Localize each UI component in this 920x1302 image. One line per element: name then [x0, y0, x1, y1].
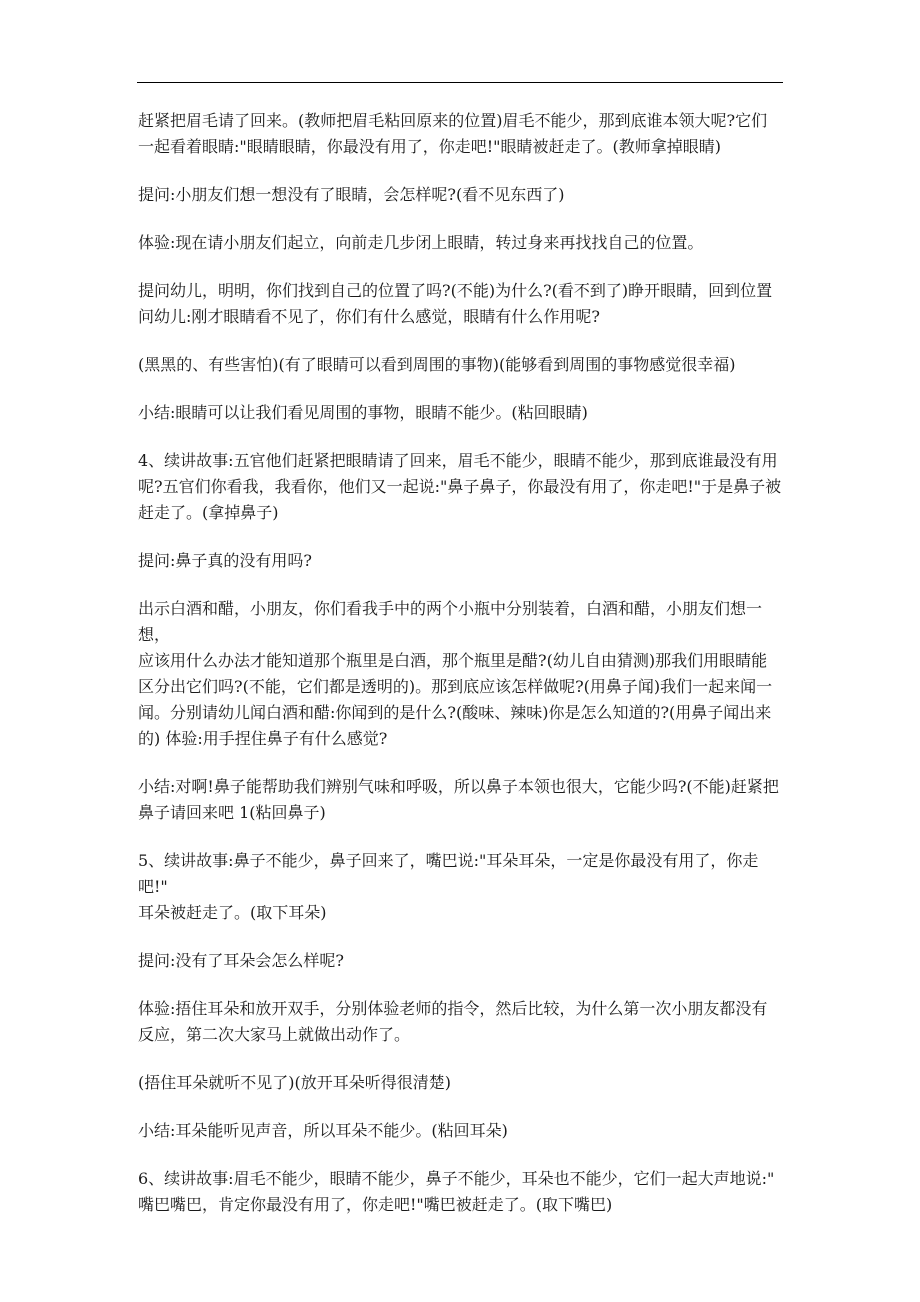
paragraph-15: 小结:耳朵能听见声音，所以耳朵不能少。(粘回耳朵) — [138, 1121, 508, 1140]
paragraph-12: 提问:没有了耳朵会怎么样呢? — [138, 951, 344, 970]
paragraph-14: (捂住耳朵就听不见了)(放开耳朵听得很清楚) — [138, 1073, 451, 1092]
paragraph-13: 体验:捂住耳朵和放开双手，分别体验老师的指令，然后比较，为什么第一次小朋友都没有 反应，第二次大家马上就做出动作了。 — [138, 999, 768, 1044]
paragraph-11: 5、续讲故事:鼻子不能少，鼻子回来了，嘴巴说:"耳朵耳朵，一定是你最没有用了，你走吧!" 耳朵被赶走了。(取下耳朵) — [138, 851, 759, 922]
paragraph-2: 提问:小朋友们想一想没有了眼睛，会怎样呢?(看不见东西了) — [138, 185, 565, 204]
paragraph-7: 4、续讲故事:五官他们赶紧把眼睛请了回来，眉毛不能少，眼睛不能少，那到底谁最没有用 呢?五官们你看我，我看你，他们又一起说:"鼻子鼻子，你最没有用了，你走吧!"于是鼻子被 赶走了。(拿掉鼻子) — [138, 451, 782, 522]
paragraph-6: 小结:眼睛可以让我们看见周围的事物，眼睛不能少。(粘回眼睛) — [138, 403, 588, 422]
paragraph-9: 出示白酒和醋，小朋友，你们看我手中的两个小瓶中分别装着，白酒和醋，小朋友们想一想， 应该用什么办法才能知道那个瓶里是白酒，那个瓶里是醋?(幼儿自由猜测)那我们用眼睛能 区分出它们吗?(不能，它们都是透明的)。那到底应该怎样做呢?(用鼻子闻)我们一起来闻一 闻。分别请幼儿闻白酒和醋:你闻到的是什么?(酸味、辣味)你是怎么知道的?(用鼻子闻出来 的) 体验:用手捏住鼻子有什么感觉? — [138, 599, 773, 748]
header-rule — [137, 82, 783, 83]
paragraph-16: 6、续讲故事:眉毛不能少，眼睛不能少，鼻子不能少，耳朵也不能少，它们一起大声地说:" 嘴巴嘴巴，肯定你最没有用了，你走吧!"嘴巴被赶走了。(取下嘴巴) — [138, 1169, 775, 1214]
paragraph-5: (黑黑的、有些害怕)(有了眼睛可以看到周围的事物)(能够看到周围的事物感觉很幸福) — [138, 355, 736, 374]
paragraph-4: 提问幼儿，明明，你们找到自己的位置了吗?(不能)为什么?(看不到了)睁开眼睛，回到位置 问幼儿:刚才眼睛看不见了，你们有什么感觉，眼睛有什么作用呢? — [138, 281, 773, 326]
paragraph-1: 赶紧把眉毛请了回来。(教师把眉毛粘回原来的位置)眉毛不能少，那到底谁本领大呢?它们 一起看着眼睛:"眼睛眼睛，你最没有用了，你走吧!"眼睛被赶走了。(教师拿掉眼睛) — [138, 111, 768, 156]
paragraph-3: 体验:现在请小朋友们起立，向前走几步闭上眼睛，转过身来再找找自己的位置。 — [138, 233, 704, 252]
paragraph-8: 提问:鼻子真的没有用吗? — [138, 551, 312, 570]
document-body — [138, 108, 788, 1240]
paragraph-10: 小结:对啊!鼻子能帮助我们辨别气味和呼吸，所以鼻子本领也很大，它能少吗?(不能)赶紧把 鼻子请回来吧 1(粘回鼻子) — [138, 777, 779, 822]
